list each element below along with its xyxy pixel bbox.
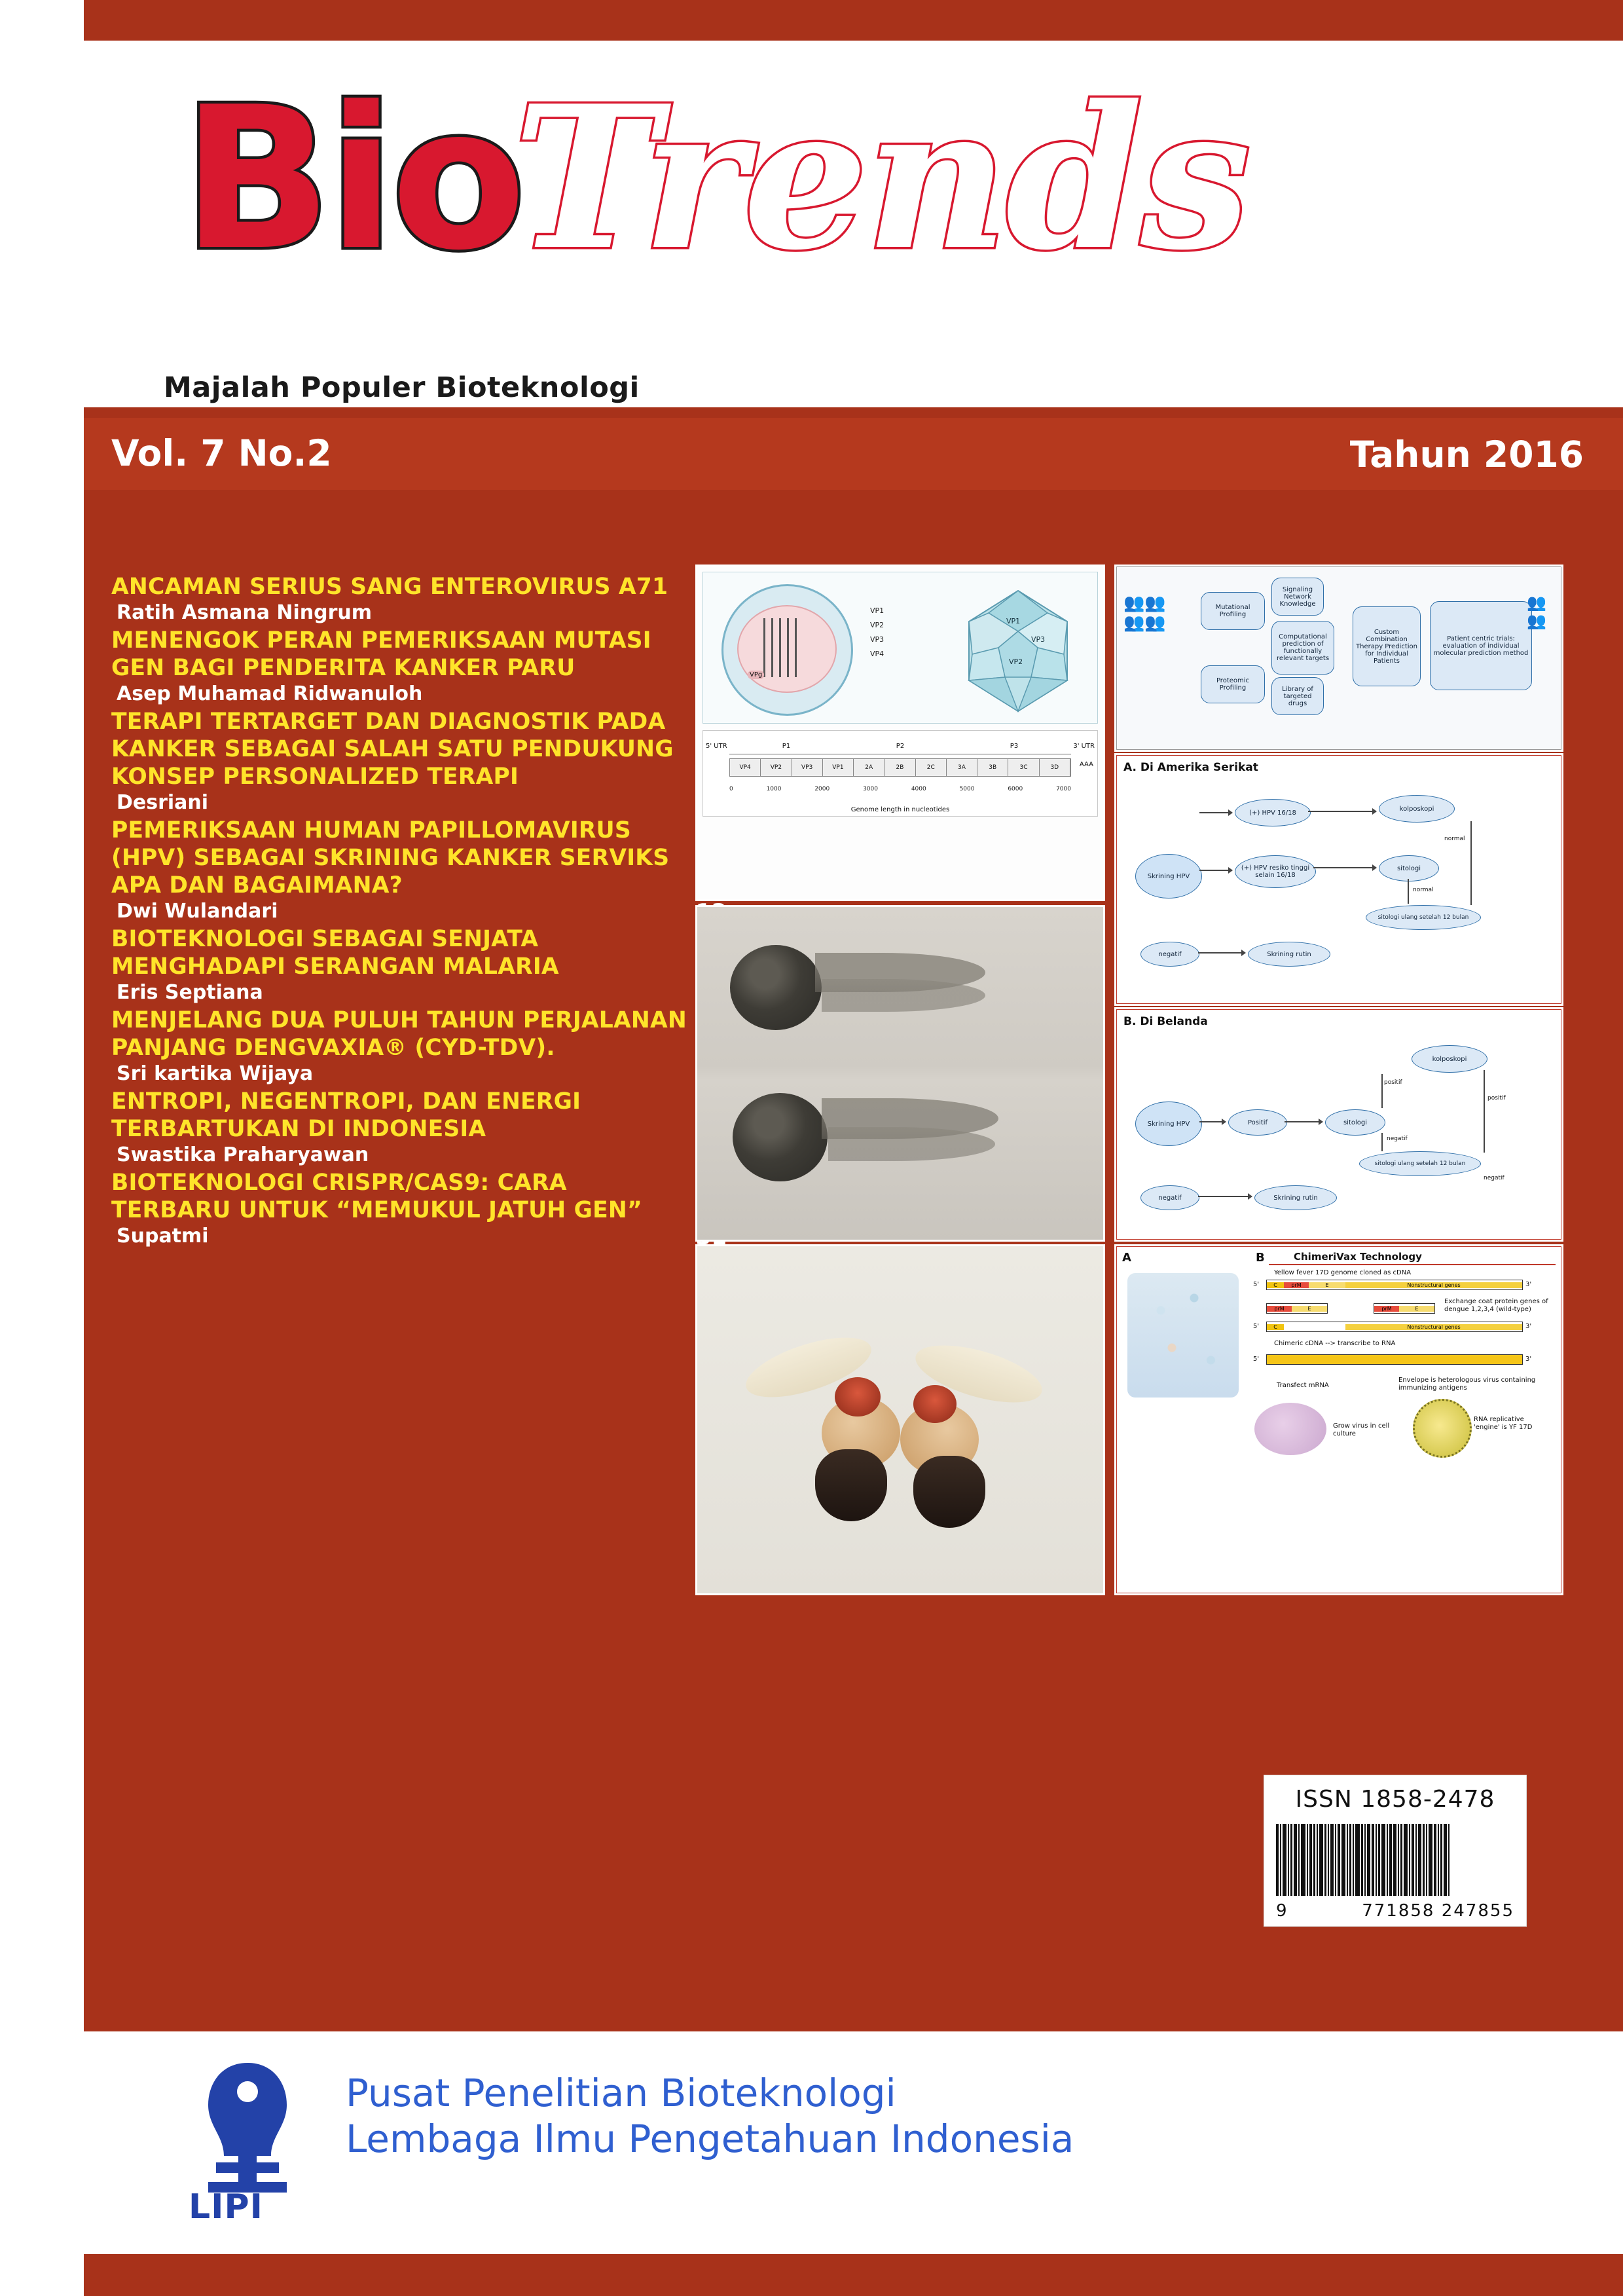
- toc-entry[interactable]: [111, 1007, 694, 1086]
- masthead-subtitle: Majalah Populer Bioteknologi: [164, 371, 640, 404]
- genome-segment: 3B: [977, 759, 1008, 776]
- toc-entry[interactable]: [111, 925, 694, 1005]
- capsid-label-vp4: VP4: [870, 650, 884, 658]
- cell-illustration: [1254, 1403, 1326, 1455]
- virion-illustration: [1413, 1399, 1472, 1458]
- bottom-color-bar: [84, 2254, 1623, 2296]
- organization-line-1: Pusat Penelitian Bioteknologi: [346, 2071, 896, 2115]
- vpg-label: VPg: [748, 671, 764, 679]
- bar-label-3prime-3: 3': [1525, 1356, 1532, 1363]
- issn-barcode-block: [1264, 1775, 1527, 1927]
- genome-segment: VP2: [761, 759, 792, 776]
- node-skrining-rutin-usa: Skrining rutin: [1248, 942, 1330, 967]
- node-skrining-rutin-nl: Skrining rutin: [1254, 1185, 1337, 1210]
- organization-line-2: Lembaga Ilmu Pengetahuan Indonesia: [346, 2117, 1074, 2161]
- figure-caption-usa: A. Di Amerika Serikat: [1123, 761, 1258, 774]
- issue-volume: Vol. 7 No.2: [111, 432, 332, 474]
- chimerivax-line-6: Envelope is heterologous virus containing immunizing antigens: [1398, 1377, 1536, 1392]
- poly-a-label: AAA: [1079, 761, 1093, 768]
- figure-drosophila: [695, 1244, 1105, 1595]
- toc-entry[interactable]: [111, 1088, 694, 1168]
- chimerivax-title: ChimeriVax Technology: [1294, 1251, 1422, 1263]
- virus-particle-illustration: [1127, 1273, 1239, 1398]
- genome-axis-label: Genome length in nucleotides: [850, 806, 950, 813]
- barcode-numbers: [1276, 1901, 1514, 1921]
- chimerivax-line-5: Grow virus in cell culture: [1333, 1422, 1390, 1437]
- node-mutational-profiling: Mutational Profiling: [1201, 592, 1265, 630]
- axis-tick: 3000: [863, 786, 878, 792]
- edge-label-positif-2: positif: [1487, 1095, 1506, 1102]
- utr-5-label: 5' UTR: [706, 743, 727, 750]
- toc-title: PEMERIKSAAN HUMAN PAPILLOMAVIRUS (HPV) SEBAGAI SKRINING KANKER SERVIKS APA DAN BAGAIMANA?: [111, 817, 670, 898]
- toc-title: BIOTEKNOLOGI CRISPR/CAS9: CARA TERBARU UNTUK “MEMUKUL JATUH GEN”: [111, 1170, 642, 1223]
- chimerivax-line-3: Chimeric cDNA --> transcribe to RNA: [1274, 1340, 1396, 1347]
- barcode-digits: 771858 247855: [1362, 1901, 1514, 1921]
- node-signaling-network-knowledge: Signaling Network Knowledge: [1271, 578, 1324, 616]
- genome-map: [702, 730, 1098, 817]
- logo-bio-text: Bio: [182, 65, 522, 293]
- toc-title: MENJELANG DUA PULUH TAHUN PERJALANAN PANJANG DENGVAXIA® (CYD-TDV).: [111, 1007, 687, 1061]
- bar-label-5prime-2: 5': [1253, 1323, 1260, 1330]
- toc-entry[interactable]: [111, 573, 694, 625]
- toc-title: BIOTEKNOLOGI SEBAGAI SENJATA MENGHADAPI SERANGAN MALARIA: [111, 926, 559, 980]
- capsid-label-vp3: VP3: [870, 635, 884, 644]
- node-computational-prediction: Computational prediction of functionally relevant targets: [1271, 621, 1334, 675]
- toc-author: Asep Muhamad Ridwanuloh: [117, 682, 423, 705]
- genome-segment: 3A: [947, 759, 977, 776]
- edge-label-normal-1: normal: [1444, 836, 1465, 842]
- toc-author: Desriani: [117, 791, 209, 814]
- svg-text:VP2: VP2: [1009, 657, 1023, 666]
- capsid-label-vp2: VP2: [870, 621, 884, 629]
- region-p1: P1: [729, 743, 843, 754]
- bar-segment-e-3: E: [1399, 1306, 1434, 1312]
- capsid-label-vp1: VP1: [870, 606, 884, 615]
- node-patient-centric-trials: Patient centric trials: evaluation of individual molecular prediction method: [1430, 601, 1532, 690]
- toc-author: Swastika Praharyawan: [117, 1143, 369, 1166]
- chimerivax-line-1: Yellow fever 17D genome cloned as cDNA: [1274, 1269, 1412, 1276]
- toc-author: Supatmi: [117, 1225, 209, 1248]
- region-p2: P2: [843, 743, 957, 754]
- chimerivax-line-4: Transfect mRNA: [1277, 1382, 1329, 1389]
- toc-author: Eris Septiana: [117, 981, 263, 1004]
- node-kolposkopi-nl: kolposkopi: [1412, 1045, 1487, 1073]
- magazine-logo: [182, 62, 1249, 293]
- bar-segment-c: C: [1267, 1282, 1284, 1288]
- toc-entry[interactable]: [111, 1169, 694, 1249]
- panel-label-b: B: [1256, 1251, 1265, 1265]
- toc-title: ENTROPI, NEGENTROPI, DAN ENERGI TERBARTUKAN DI INDONESIA: [111, 1088, 581, 1142]
- axis-tick: 1000: [766, 786, 782, 792]
- chimerivax-line-7: RNA replicative 'engine' is YF 17D: [1474, 1416, 1533, 1431]
- genome-segment: 2A: [854, 759, 884, 776]
- axis-tick: 4000: [911, 786, 926, 792]
- issue-year: Tahun 2016: [1349, 434, 1584, 475]
- edge-label-normal-2: normal: [1413, 887, 1434, 893]
- toc-entry[interactable]: [111, 627, 694, 707]
- masthead: [84, 41, 1623, 407]
- bar-segment-c-2: C: [1267, 1324, 1284, 1330]
- bar-label-5prime-1: 5': [1253, 1281, 1260, 1288]
- axis-tick: 5000: [959, 786, 975, 792]
- node-sitologi-ulang-nl: sitologi ulang setelah 12 bulan: [1359, 1151, 1481, 1176]
- table-of-contents: [111, 573, 694, 1250]
- axis-tick: 7000: [1056, 786, 1071, 792]
- bar-label-5prime-3: 5': [1253, 1356, 1260, 1363]
- bar-segment-prm-3: prM: [1374, 1306, 1399, 1312]
- bar-segment-e-2: E: [1292, 1306, 1327, 1312]
- node-negatif-usa: negatif: [1140, 942, 1199, 967]
- figure-zebrafish-embryos: [695, 905, 1105, 1242]
- bar-segment-nonstructural: Nonstructural genes: [1345, 1282, 1522, 1288]
- node-library-of-targeted-drugs: Library of targeted drugs: [1271, 677, 1324, 715]
- chimerivax-line-2: Exchange coat protein genes of dengue 1,2,3,4 (wild-type): [1444, 1298, 1548, 1313]
- edge-label-negatif-2: negatif: [1484, 1175, 1504, 1181]
- toc-entry[interactable]: [111, 817, 694, 924]
- bar-segment-prm-2: prM: [1267, 1306, 1292, 1312]
- toc-title: TERAPI TERTARGET DAN DIAGNOSTIK PADA KANKER SEBAGAI SALAH SATU PENDUKUNG KONSEP PERSONALIZED TERAPI: [111, 709, 674, 790]
- toc-title: MENENGOK PERAN PEMERIKSAAN MUTASI GEN BAGI PENDERITA KANKER PARU: [111, 627, 651, 681]
- figure-hpv-screening-netherlands: [1114, 1007, 1563, 1242]
- svg-text:VP3: VP3: [1031, 635, 1046, 644]
- edge-label-negatif-1: negatif: [1387, 1136, 1408, 1142]
- genome-segment: VP1: [823, 759, 854, 776]
- bar-segment-e: E: [1309, 1282, 1345, 1288]
- icosahedron-icon: [949, 585, 1087, 716]
- toc-author: Sri kartika Wijaya: [117, 1062, 314, 1085]
- genome-segment: VP3: [792, 759, 823, 776]
- node-hpv-1618: (+) HPV 16/18: [1235, 799, 1311, 826]
- figure-chimerivax: [1114, 1244, 1563, 1595]
- issn-label: ISSN 1858-2478: [1295, 1786, 1495, 1813]
- logo-trends-text: Trends: [513, 62, 1249, 293]
- region-p3: P3: [957, 743, 1071, 754]
- genome-segment: 2B: [884, 759, 915, 776]
- node-skrining-hpv-usa: Skrining HPV: [1135, 854, 1202, 898]
- figure-enterovirus: [695, 565, 1105, 901]
- node-custom-combination-therapy: Custom Combination Therapy Prediction for Individual Patients: [1353, 606, 1421, 686]
- figure-personalized-therapy: [1114, 565, 1563, 752]
- lipi-logo-icon: [182, 2058, 313, 2208]
- node-proteomic-profiling: Proteomic Profiling: [1201, 665, 1265, 703]
- node-negatif-nl: negatif: [1140, 1185, 1199, 1210]
- bar-segment-nonstructural-2: Nonstructural genes: [1345, 1324, 1522, 1330]
- genome-segment: VP4: [730, 759, 761, 776]
- node-sitologi-usa: sitologi: [1379, 855, 1439, 881]
- figure-hpv-screening-usa: [1114, 753, 1563, 1006]
- toc-entry[interactable]: [111, 708, 694, 815]
- toc-author: Ratih Asmana Ningrum: [117, 601, 373, 624]
- node-sitologi-ulang-usa: sitologi ulang setelah 12 bulan: [1366, 905, 1481, 930]
- node-kolposkopi-usa: kolposkopi: [1379, 795, 1455, 823]
- footer: [84, 2031, 1623, 2254]
- axis-tick: 2000: [814, 786, 830, 792]
- utr-3-label: 3' UTR: [1073, 743, 1095, 750]
- bar-segment-prm: prM: [1284, 1282, 1309, 1288]
- toc-title: ANCAMAN SERIUS SANG ENTEROVIRUS A71: [111, 574, 668, 600]
- bar-label-3prime-2: 3': [1525, 1323, 1532, 1330]
- genome-segment: 3C: [1008, 759, 1039, 776]
- barcode: [1276, 1824, 1514, 1896]
- top-color-bar: [84, 0, 1623, 41]
- barcode-digit-left: 9: [1276, 1901, 1288, 1921]
- node-sitologi-nl: sitologi: [1325, 1109, 1385, 1136]
- axis-tick: 6000: [1008, 786, 1023, 792]
- patients-icon: 👥👥 👥👥: [1123, 593, 1166, 633]
- node-skrining-hpv-nl: Skrining HPV: [1135, 1102, 1202, 1146]
- node-hpv-high-risk-other: (+) HPV resiko tinggi selain 16/18: [1235, 855, 1316, 888]
- axis-tick: 0: [729, 786, 733, 792]
- patients-icon-right: 👥 👥: [1527, 593, 1546, 630]
- edge-label-positif-1: positif: [1384, 1079, 1402, 1086]
- bar-label-3prime-1: 3': [1525, 1281, 1532, 1288]
- capsid-protein-labels: [870, 604, 884, 661]
- toc-author: Dwi Wulandari: [117, 900, 278, 923]
- panel-label-a: A: [1122, 1251, 1131, 1265]
- figure-caption-netherlands: B. Di Belanda: [1123, 1015, 1208, 1028]
- svg-text:VP1: VP1: [1006, 617, 1021, 625]
- lipi-logo-text: LIPI: [189, 2187, 263, 2227]
- genome-segment: 3D: [1040, 759, 1070, 776]
- genome-segment: 2C: [916, 759, 947, 776]
- node-positif-nl: Positif: [1228, 1109, 1287, 1136]
